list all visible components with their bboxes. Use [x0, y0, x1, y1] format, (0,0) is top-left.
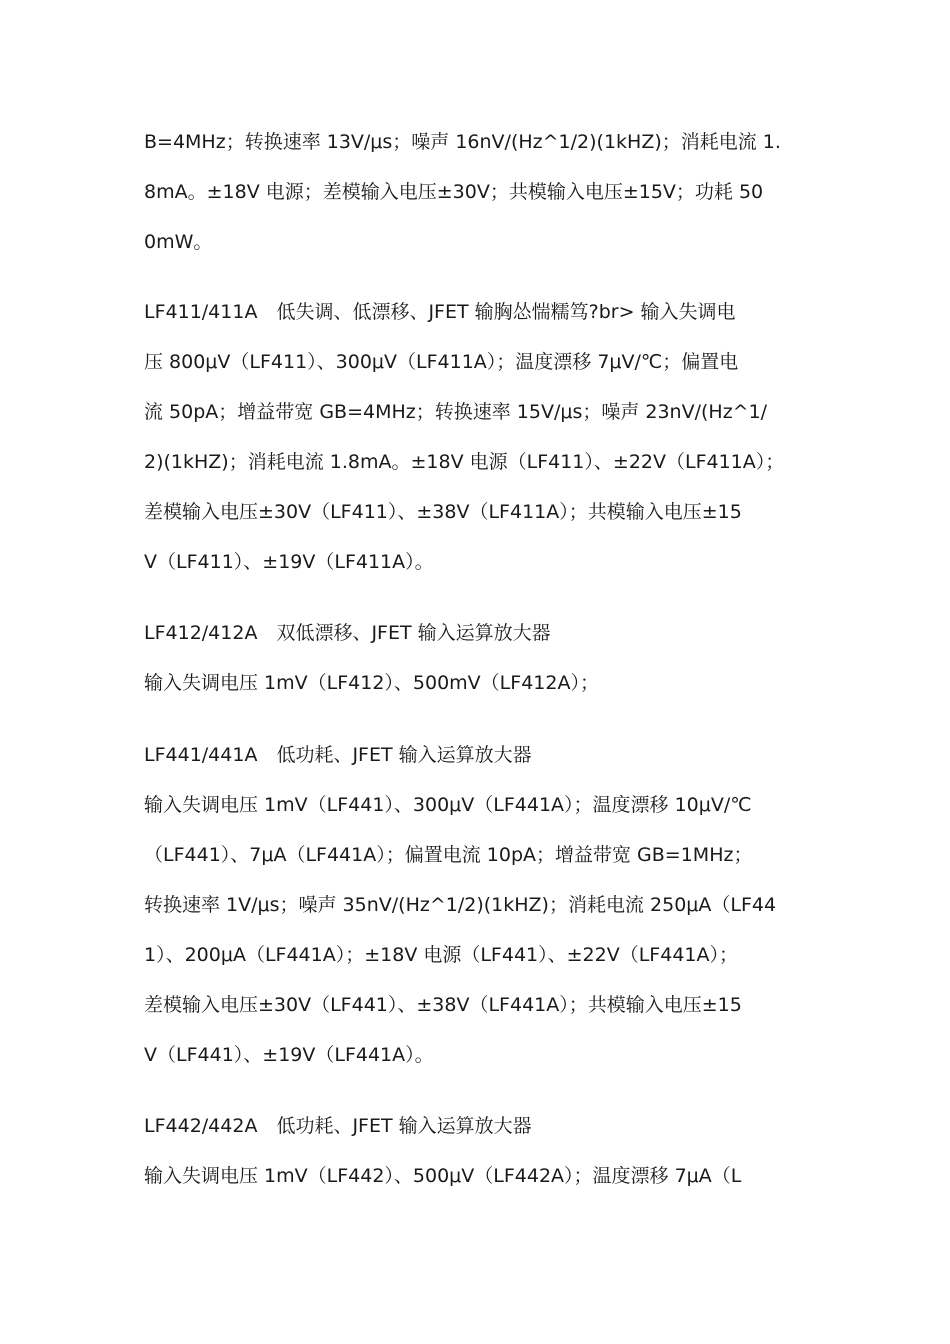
section-heading: LF442/442A 低功耗、JFET 输入运算放大器: [144, 1115, 532, 1137]
text-line: 2)(1kHZ)；消耗电流 1.8mA。±18V 电源（LF411）、±22V（LF411A）；: [144, 451, 785, 473]
text-line: 0mW。: [144, 231, 213, 253]
text-line: V（LF411）、±19V（LF411A）。: [144, 551, 434, 573]
text-line: 转换速率 1V/μs；噪声 35nV/(Hz^1/2)(1kHZ)；消耗电流 250μA（LF44: [144, 894, 777, 916]
text-line: 输入失调电压 1mV（LF412）、500mV（LF412A）；: [144, 672, 599, 694]
section-heading: LF412/412A 双低漂移、JFET 输入运算放大器: [144, 622, 551, 644]
text-line: 输入失调电压 1mV（LF441）、300μV（LF441A）；温度漂移 10μV/℃: [144, 794, 752, 816]
text-line: V（LF441）、±19V（LF441A）。: [144, 1044, 434, 1066]
text-line: 1）、200μA（LF441A）；±18V 电源（LF441）、±22V（LF441A）；: [144, 944, 739, 966]
text-line: 输入失调电压 1mV（LF442）、500μV（LF442A）；温度漂移 7μA（L: [144, 1165, 742, 1187]
text-line: （LF441）、7μA（LF441A）；偏置电流 10pA；增益带宽 GB=1MHz；: [144, 844, 753, 866]
text-line: 压 800μV（LF411）、300μV（LF411A）；温度漂移 7μV/℃；偏置电: [144, 351, 739, 373]
text-line: 流 50pA；增益带宽 GB=4MHz；转换速率 15V/μs；噪声 23nV/(Hz^1/: [144, 401, 768, 423]
section-heading: LF441/441A 低功耗、JFET 输入运算放大器: [144, 744, 532, 766]
text-line: 差模输入电压±30V（LF411）、±38V（LF411A）；共模输入电压±15: [144, 501, 742, 523]
text-line: 8mA。±18V 电源；差模输入电压±30V；共模输入电压±15V；功耗 50: [144, 181, 764, 203]
section-heading: LF411/411A 低失调、低漂移、JFET 输胸怂惴糯笃?br> 输入失调电: [144, 301, 736, 323]
text-line: 差模输入电压±30V（LF441）、±38V（LF441A）；共模输入电压±15: [144, 994, 742, 1016]
text-line: B=4MHz；转换速率 13V/μs；噪声 16nV/(Hz^1/2)(1kHZ)；消耗电流 1.: [144, 131, 781, 153]
